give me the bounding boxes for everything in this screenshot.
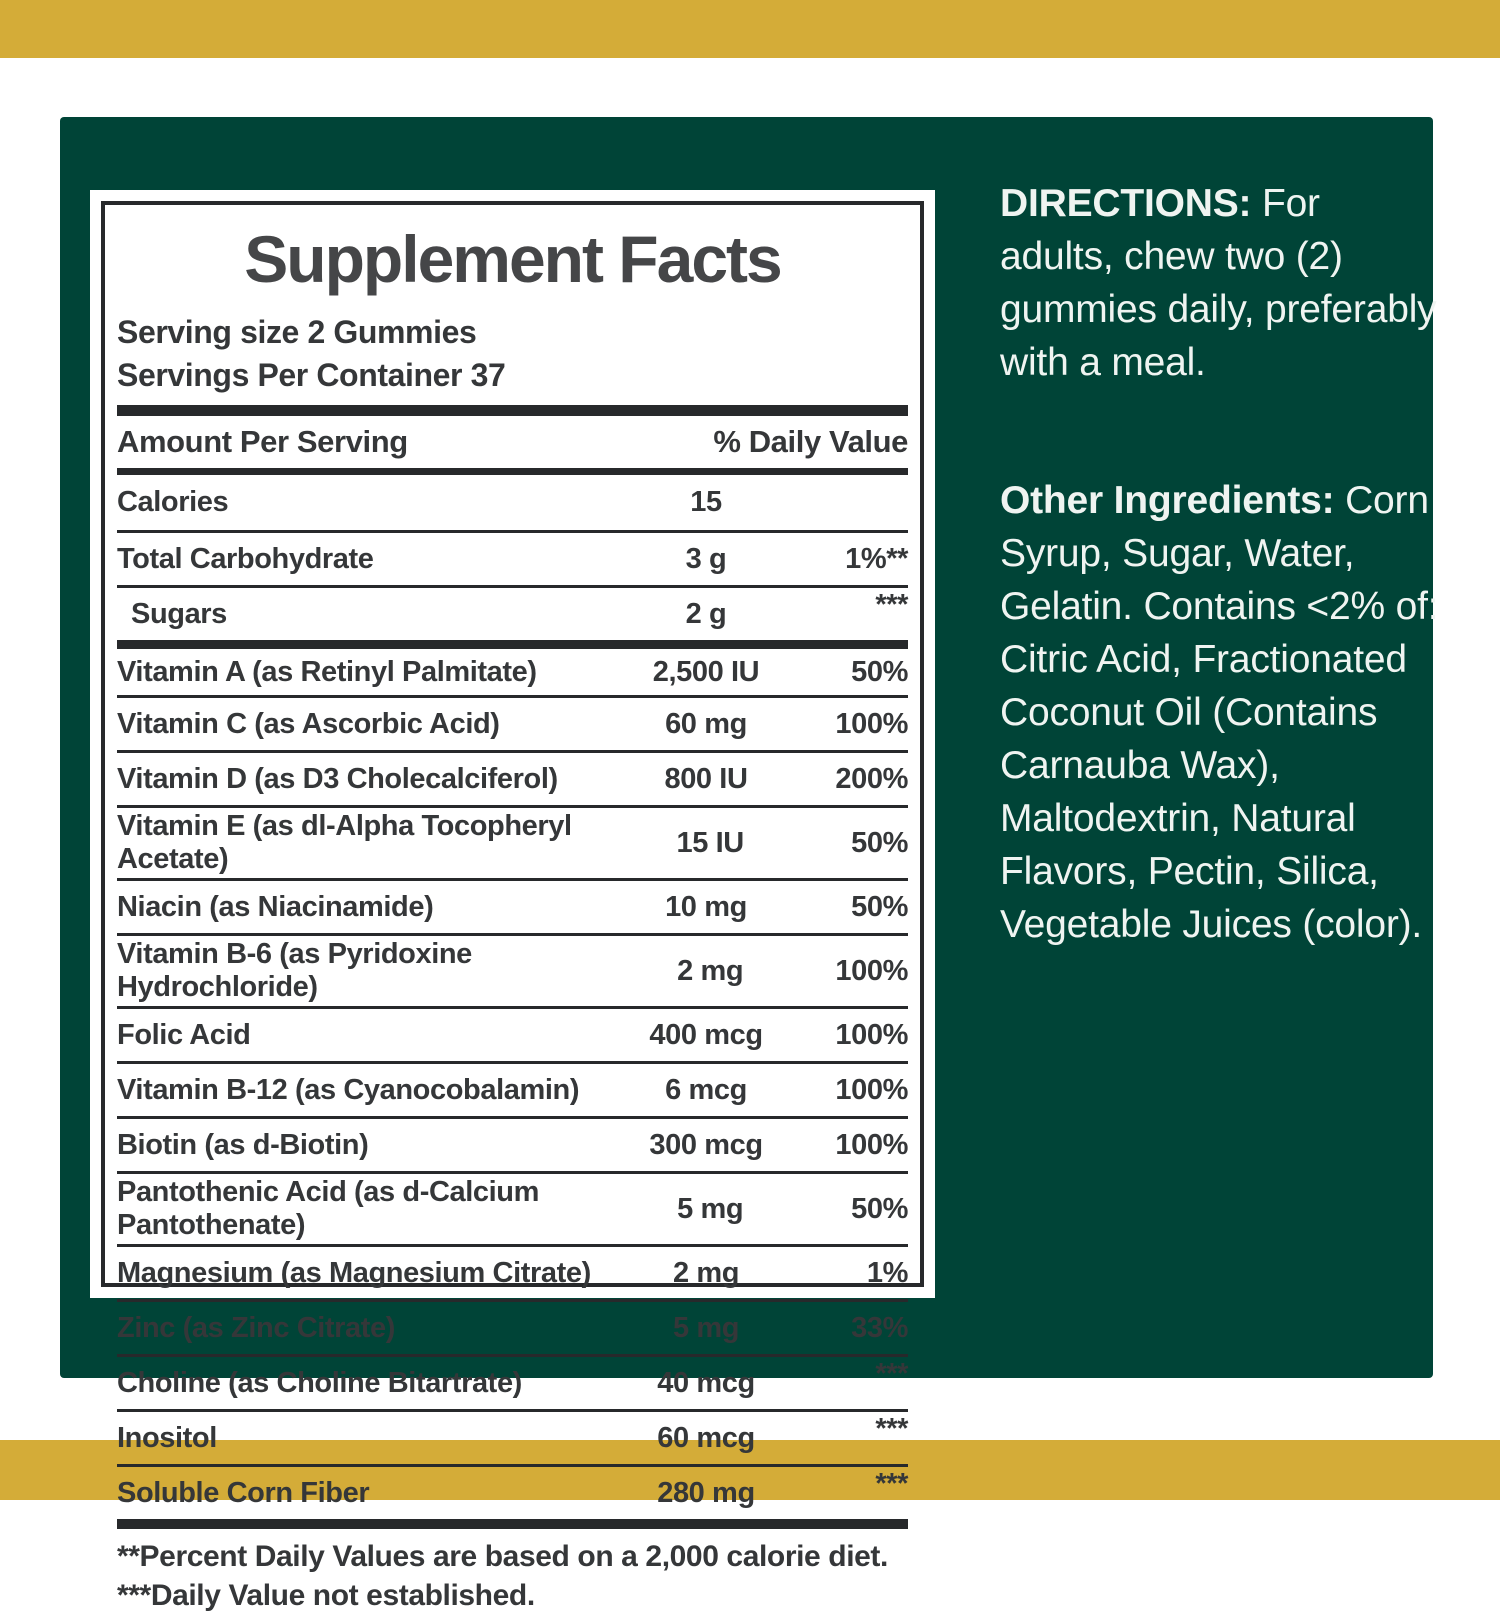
table-row [117, 1244, 908, 1299]
nutrient-name: Magnesium (as Magnesium Citrate) [117, 1256, 591, 1289]
nutrient-amount: 60 mg [665, 707, 747, 740]
nutrient-name: Vitamin E (as dl-Alpha Tocopheryl Acetate) [117, 810, 572, 875]
nutrient-amount: 300 mcg [649, 1128, 763, 1161]
nutrient-name: Soluble Corn Fiber [117, 1476, 370, 1509]
nutrient-amount: 10 mg [665, 890, 747, 923]
nutrient-daily-value: 50% [851, 826, 908, 859]
other-ingredients-body: Corn Syrup, Sugar, Water, Gelatin. Contains <2% of: Citric Acid, Fractionated Coconut Oil (Contains Carnauba Wax), Maltodextrin, Natural Flavors, Pectin, Silica, Vegetable Juices (color). [1000, 479, 1439, 946]
nutrient-name: Total Carbohydrate [117, 542, 374, 575]
supplement-facts-title: Supplement Facts [244, 222, 781, 296]
table-row [117, 640, 908, 695]
nutrient-name: Vitamin A (as Retinyl Palmitate) [117, 655, 537, 688]
nutrient-daily-value: 100% [835, 954, 908, 987]
nutrient-daily-value: *** [875, 1468, 908, 1500]
nutrient-name: Sugars [131, 597, 227, 630]
header-amount-per-serving: Amount Per Serving [117, 424, 408, 459]
table-row [117, 805, 908, 878]
nutrient-name: Vitamin C (as Ascorbic Acid) [117, 707, 500, 740]
nutrient-name: Folic Acid [117, 1018, 251, 1051]
table-row [117, 1354, 908, 1409]
nutrient-daily-value: 50% [851, 890, 908, 923]
table-row [117, 475, 908, 530]
nutrient-daily-value: 50% [851, 655, 908, 688]
nutrient-amount: 2,500 IU [652, 655, 760, 688]
table-row [117, 1409, 908, 1464]
directions-block [1000, 177, 1440, 389]
nutrient-name: Pantothenic Acid (as d-Calcium Pantothenate) [117, 1176, 539, 1241]
nutrient-name: Biotin (as d-Biotin) [117, 1128, 369, 1161]
nutrient-daily-value: 1%** [845, 542, 908, 575]
nutrient-amount: 5 mg [672, 1311, 740, 1344]
directions-label: DIRECTIONS: [1000, 182, 1252, 225]
table-row [117, 695, 908, 750]
facts-rows [117, 475, 908, 1519]
nutrient-name: Inositol [117, 1421, 217, 1454]
nutrient-amount: 800 IU [664, 762, 748, 795]
footnotes [117, 1529, 908, 1615]
nutrient-amount: 280 mg [657, 1476, 755, 1509]
nutrient-daily-value: 100% [835, 1073, 908, 1106]
nutrient-amount: 15 IU [676, 826, 744, 859]
nutrient-daily-value: 100% [835, 707, 908, 740]
table-row [117, 1116, 908, 1171]
supplement-facts-inner-border [101, 201, 924, 1612]
nutrient-name: Vitamin B-12 (as Cyanocobalamin) [117, 1073, 580, 1106]
nutrient-amount: 5 mg [677, 1192, 744, 1225]
footnote-line: ***Daily Value not established. [117, 1579, 535, 1612]
table-row [117, 1299, 908, 1354]
nutrient-amount: 3 g [685, 542, 727, 575]
nutrient-name: Vitamin B-6 (as Pyridoxine Hydrochloride) [117, 938, 472, 1003]
nutrient-name: Zinc (as Zinc Citrate) [117, 1311, 396, 1344]
divider-footnotes [117, 1519, 908, 1529]
table-row [117, 1006, 908, 1061]
nutrient-daily-value: 100% [835, 1018, 908, 1051]
nutrient-amount: 6 mcg [665, 1073, 747, 1106]
nutrient-daily-value: *** [875, 1358, 908, 1390]
nutrient-amount: 15 [690, 486, 722, 518]
top-gold-bar [0, 0, 1500, 58]
directions-body: For adults, chew two (2) gummies daily, preferably with a meal. [1000, 182, 1437, 384]
nutrient-name: Calories [117, 486, 229, 518]
header-daily-value: % Daily Value [713, 424, 908, 459]
nutrient-amount: 40 mcg [657, 1366, 755, 1399]
footnote-line: **Percent Daily Values are based on a 2,000 calorie diet. [117, 1540, 888, 1573]
divider-heavy [117, 405, 908, 416]
other-ingredients-text [1000, 474, 1448, 951]
nutrient-amount: 2 g [685, 597, 727, 630]
nutrient-name: Niacin (as Niacinamide) [117, 890, 434, 923]
table-row [117, 878, 908, 933]
nutrient-daily-value: 33% [851, 1311, 908, 1344]
table-row [117, 750, 908, 805]
nutrient-daily-value: 1% [866, 1256, 908, 1289]
nutrient-name: Choline (as Choline Bitartrate) [117, 1366, 522, 1399]
table-row [117, 1061, 908, 1116]
table-row [117, 585, 908, 640]
divider-medium [117, 468, 908, 475]
table-row [117, 933, 908, 1006]
nutrient-name: Vitamin D (as D3 Cholecalciferol) [117, 762, 558, 795]
table-row [117, 1464, 908, 1519]
other-ingredients-label: Other Ingredients: [1000, 479, 1335, 522]
nutrient-amount: 2 mg [672, 1256, 740, 1289]
table-header [117, 416, 908, 468]
nutrient-daily-value: 200% [835, 762, 908, 795]
serving-size: Serving size 2 Gummies [117, 314, 477, 350]
nutrient-amount: 400 mcg [649, 1018, 763, 1051]
nutrient-daily-value: *** [875, 589, 908, 621]
nutrient-daily-value: *** [875, 1413, 908, 1445]
directions-text [1000, 177, 1440, 389]
nutrient-amount: 2 mg [677, 954, 744, 987]
supplement-facts-box [90, 190, 935, 1612]
nutrient-amount: 60 mcg [657, 1421, 755, 1454]
nutrient-daily-value: 100% [835, 1128, 908, 1161]
table-row [117, 1171, 908, 1244]
green-label-panel [60, 117, 1439, 1612]
table-row [117, 530, 908, 585]
nutrient-daily-value: 50% [851, 1192, 908, 1225]
other-ingredients-block [1000, 474, 1448, 951]
servings-per-container: Servings Per Container 37 [117, 357, 506, 393]
